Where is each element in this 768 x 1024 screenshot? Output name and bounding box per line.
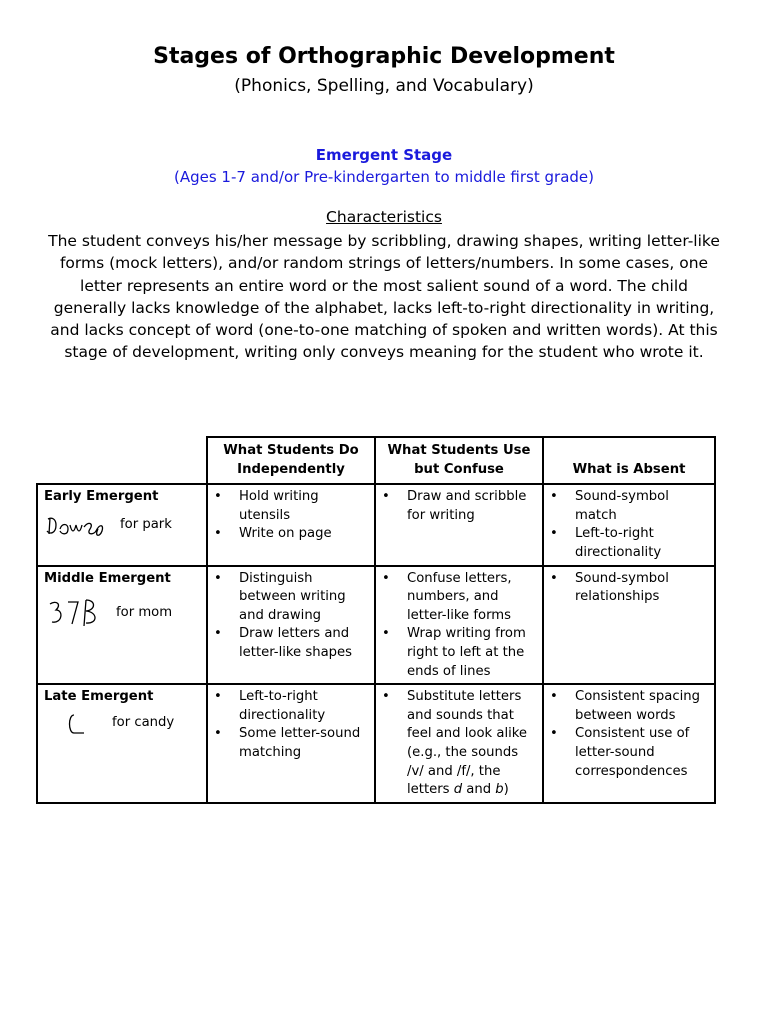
single-letter-writing-sample — [44, 709, 106, 739]
sample-word: for mom — [116, 604, 173, 620]
stage-name: Emergent Stage — [315, 146, 453, 164]
stages-table — [36, 436, 716, 804]
stage-cell — [37, 684, 207, 803]
writing-sample — [44, 511, 200, 541]
absent-cell — [543, 484, 715, 565]
document-subtitle: (Phonics, Spelling, and Vocabulary) — [234, 76, 534, 96]
header-blank-cell — [37, 437, 207, 484]
independent-cell — [207, 566, 375, 685]
list-item: • Hold writing utensils — [214, 488, 368, 525]
absent-cell — [543, 684, 715, 803]
list-item: • Substitute letters and sounds that feel and look alike (e.g., the sounds /v/ and /f/, the letters d and b) — [382, 688, 536, 800]
sample-word: for candy — [112, 715, 175, 731]
list-item: • Distinguish between writing and drawing — [214, 570, 368, 626]
list-item: • Left-to-right directionality — [214, 688, 368, 725]
list-item: • Left-to-right directionality — [550, 525, 708, 562]
writing-sample — [44, 709, 200, 739]
independent-cell — [207, 684, 375, 803]
list-item: • Write on page — [214, 525, 368, 544]
stage-label: Late Emergent — [44, 689, 154, 705]
list-item: • Draw letters and letter-like shapes — [214, 625, 368, 662]
table-row — [37, 566, 715, 685]
table-row — [37, 484, 715, 565]
list-item: • Consistent spacing between words — [550, 688, 708, 725]
confuse-cell — [375, 484, 543, 565]
stage-label: Middle Emergent — [44, 570, 171, 586]
stage-cell — [37, 484, 207, 565]
list-item: • Sound-symbol match — [550, 488, 708, 525]
table-header-row — [37, 437, 715, 484]
sample-word: for park — [120, 517, 172, 533]
characteristics-heading: Characteristics — [326, 208, 442, 226]
characteristics-text: The student conveys his/her message by scribbling, drawing shapes, writing letter-like forms (mock letters), and/or random strings of letters/numbers. In some cases, one letter represents an entire word or the most salient sound of a word. The child generally lacks knowledge of the alphabet, lacks left-to-right directionality in writing, and lacks concept of word (one-to-one matching of spoken and written words). At this stage of development, writing only conveys meaning for the student who wrote it. — [48, 232, 720, 362]
document-title: Stages of Orthographic Development — [153, 44, 615, 69]
confuse-cell — [375, 684, 543, 803]
list-item: • Draw and scribble for writing — [382, 488, 536, 525]
list-item: • Some letter-sound matching — [214, 725, 368, 762]
scribble-writing-sample — [44, 511, 114, 541]
list-item: • Sound-symbol relationships — [550, 570, 708, 607]
list-item: • Confuse letters, numbers, and letter-like forms — [382, 570, 536, 626]
stage-cell — [37, 566, 207, 685]
writing-sample — [44, 596, 200, 630]
header-independent: What Students Do Independently — [207, 437, 375, 484]
list-item: • Wrap writing from right to left at the ends of lines — [382, 625, 536, 681]
list-item: • Consistent use of letter-sound correspondences — [550, 725, 708, 781]
stage-ages: (Ages 1-7 and/or Pre-kindergarten to middle first grade) — [173, 168, 594, 186]
independent-cell — [207, 484, 375, 565]
absent-cell — [543, 566, 715, 685]
table-row — [37, 684, 715, 803]
header-absent: What is Absent — [543, 437, 715, 484]
stage-label: Early Emergent — [44, 489, 159, 505]
header-confuse: What Students Use but Confuse — [375, 437, 543, 484]
letter-string-writing-sample — [44, 596, 110, 630]
confuse-cell — [375, 566, 543, 685]
